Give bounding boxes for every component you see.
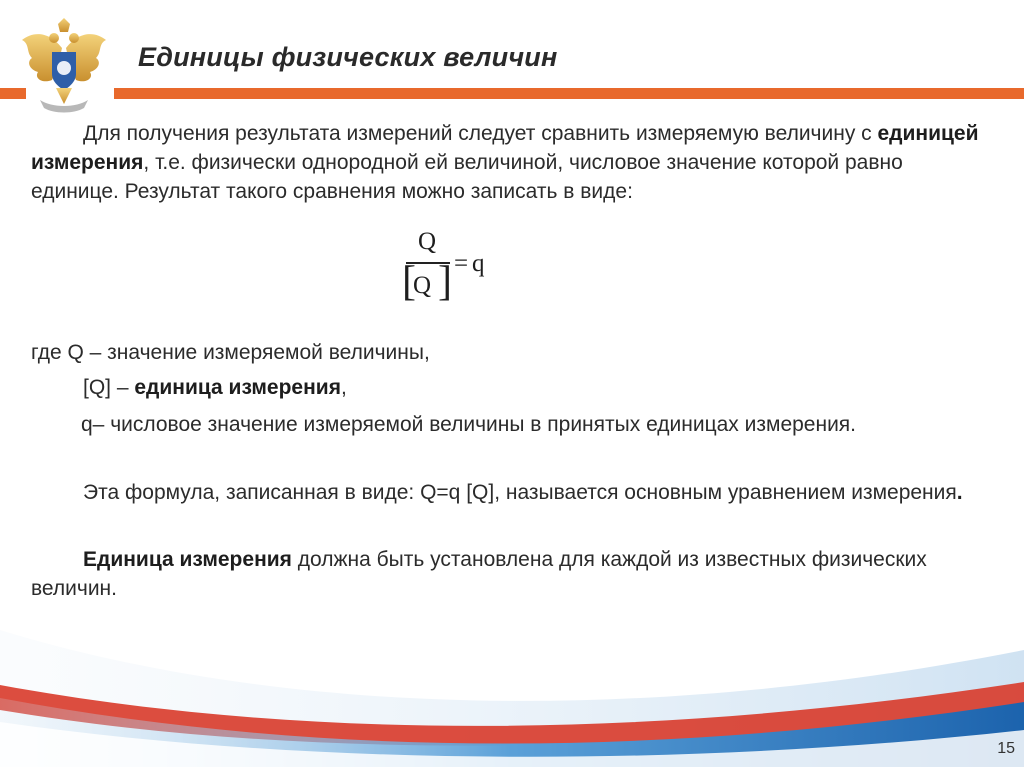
unit-text-a: [Q] – <box>83 376 135 399</box>
formula-right-bracket: ] <box>438 259 452 305</box>
divider-right-segment <box>114 88 1024 99</box>
page-number: 15 <box>997 740 1015 757</box>
intro-bold-term: единицей измерения <box>31 122 979 174</box>
unit-bold-term: единица измерения <box>134 376 341 399</box>
unit-text-b: , <box>340 376 347 399</box>
paragraph-basic-equation <box>31 478 991 507</box>
paragraph-intro <box>31 119 991 206</box>
basic-equation-text: Эта формула, записанная в виде: Q=q [Q], называется основным уравнением измерения <box>83 481 957 504</box>
formula-result: q <box>472 250 485 277</box>
divider-left-segment <box>0 88 26 99</box>
numeric-value-text: q– числовое значение измеряемой величины в принятых единицах измерения. <box>81 413 857 436</box>
eagle-emblem-icon <box>18 18 110 114</box>
paragraph-numeric-value <box>31 410 991 439</box>
page-title: Единицы физических величин <box>138 42 558 72</box>
paragraph-where-q: где Q – значение измеряемой величины, <box>31 341 430 364</box>
established-bold-term: Единица измерения <box>83 548 292 571</box>
paragraph-unit <box>31 373 991 402</box>
measurement-formula <box>398 228 508 306</box>
formula-left-bracket: [ <box>402 259 416 305</box>
formula-denominator: Q <box>413 272 432 299</box>
established-text: должна быть установлена для каждой из известных физических величин. <box>31 548 927 600</box>
basic-equation-period: . <box>956 481 963 504</box>
title-divider <box>0 88 1024 99</box>
intro-text-a: Для получения результата измерений следует сравнить измеряемую величину с <box>83 122 878 145</box>
decorative-wave-background <box>0 590 1024 767</box>
formula-equals: = <box>454 250 469 277</box>
formula-numerator: Q <box>418 228 437 255</box>
intro-text-b: , т.е. физически однородной ей величиной, числовое значение которой равно единице. Результат такого сравнения можно записать в виде: <box>31 151 903 203</box>
